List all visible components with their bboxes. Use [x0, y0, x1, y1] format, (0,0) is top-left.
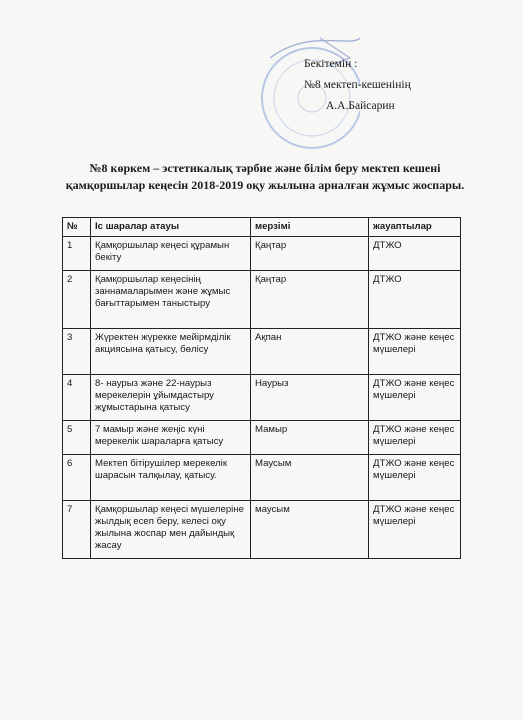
header-date: мерзімі — [251, 218, 369, 237]
cell-responsible: ДТЖО және кеңес мүшелері — [369, 501, 461, 559]
cell-number: 6 — [63, 455, 91, 501]
cell-date: Ақпан — [251, 329, 369, 375]
approval-school: №8 мектеп-кешенінің — [304, 79, 411, 91]
cell-event: 7 мамыр және жеңіс күні мерекелік шараларға қатысу — [91, 421, 251, 455]
table-row — [63, 501, 461, 559]
cell-date: Маусым — [251, 455, 369, 501]
cell-event: Мектеп бітірушілер мерекелік шарасын талқылау, қатысу. — [91, 455, 251, 501]
cell-responsible: ДТЖО — [369, 237, 461, 271]
cell-number: 3 — [63, 329, 91, 375]
cell-responsible: ДТЖО — [369, 271, 461, 329]
table-row — [63, 455, 461, 501]
cell-date: Қаңтар — [251, 237, 369, 271]
cell-responsible: ДТЖО және кеңес мүшелері — [369, 421, 461, 455]
cell-date: Қаңтар — [251, 271, 369, 329]
table-row — [63, 421, 461, 455]
cell-date: Наурыз — [251, 375, 369, 421]
header-number: № — [63, 218, 91, 237]
header-event: Іс шаралар атауы — [91, 218, 251, 237]
cell-responsible: ДТЖО және кеңес мүшелері — [369, 455, 461, 501]
cell-number: 5 — [63, 421, 91, 455]
work-plan-table — [62, 217, 461, 559]
cell-event: Қамқоршылар кеңесінің заннамаларымен және жұмыс бағыттарымен таныстыру — [91, 271, 251, 329]
title-line-2: қамқоршылар кеңесін 2018-2019 оқу жылына арналған жұмыс жоспары. — [65, 178, 465, 192]
cell-number: 1 — [63, 237, 91, 271]
table-row — [63, 329, 461, 375]
cell-date: Мамыр — [251, 421, 369, 455]
approval-signatory: А.А.Байсарин — [326, 100, 395, 112]
approval-block — [298, 54, 411, 117]
cell-number: 7 — [63, 501, 91, 559]
table-row — [63, 271, 461, 329]
page-title — [60, 160, 470, 194]
cell-date: маусым — [251, 501, 369, 559]
cell-event: Жүректен жүрекке мейірмділік акциясына қатысу, бөлісу — [91, 329, 251, 375]
cell-event: Қамқоршылар кеңесі құрамын бекіту — [91, 237, 251, 271]
cell-responsible: ДТЖО және кеңес мүшелері — [369, 375, 461, 421]
cell-number: 4 — [63, 375, 91, 421]
approval-label: Бекітемін : — [304, 58, 358, 70]
table-row — [63, 375, 461, 421]
table-row — [63, 237, 461, 271]
cell-event: Қамқоршылар кеңесі мүшелеріне жылдық есеп беру, келесі оқу жылына жоспар мен дайындық жасау — [91, 501, 251, 559]
title-line-1: №8 көркем – эстетикалық тәрбие және білім беру мектеп кешені — [89, 161, 441, 175]
cell-responsible: ДТЖО және кеңес мүшелері — [369, 329, 461, 375]
table-header-row — [63, 218, 461, 237]
cell-event: 8- наурыз және 22-наурыз мерекелерін ұйымдастыру жұмыстарына қатысу — [91, 375, 251, 421]
cell-number: 2 — [63, 271, 91, 329]
header-responsible: жауаптылар — [369, 218, 461, 237]
